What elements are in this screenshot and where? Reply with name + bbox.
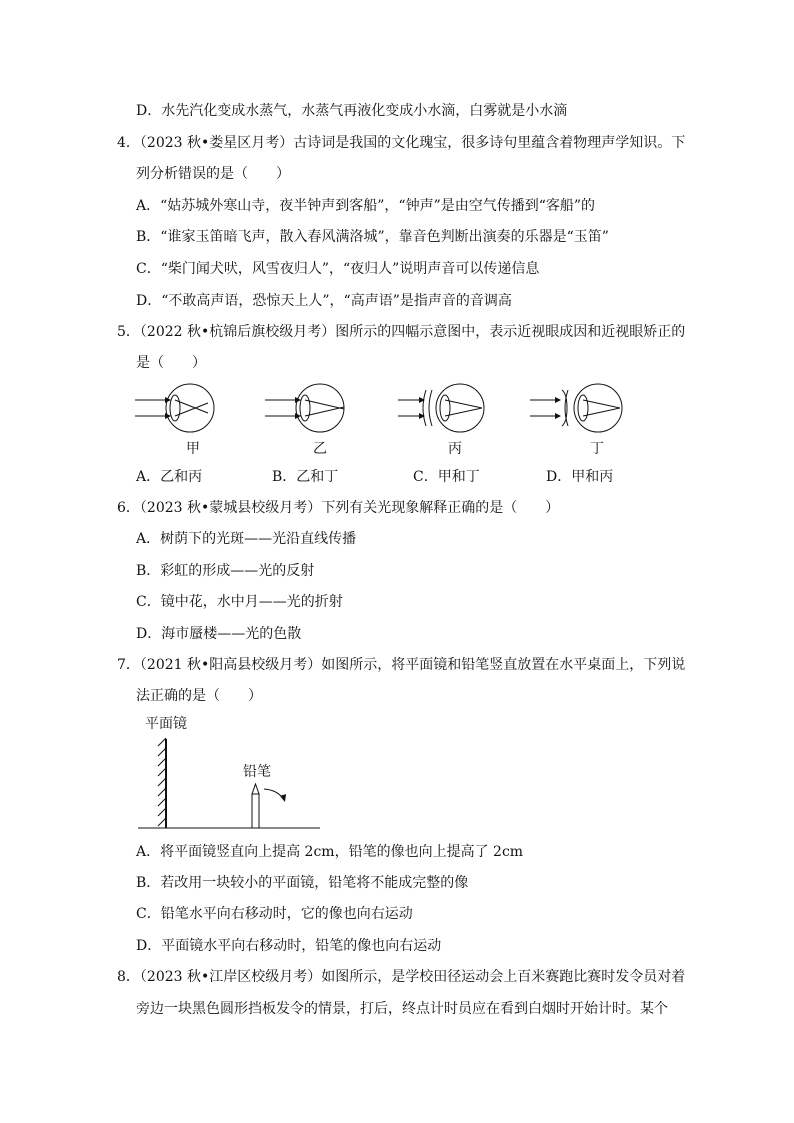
mirror-label: 平面镜 [145, 716, 187, 732]
q5-stem-line2: 是（ ） [136, 355, 206, 371]
fig-label-bing: 丙 [448, 441, 462, 457]
pencil-label: 铅笔 [243, 764, 271, 780]
q7-option-a: A．将平面镜竖直向上提高 2cm，铅笔的像也向上提高了 2cm [136, 844, 524, 860]
q6-option-c: C．镜中花，水中月——光的折射 [136, 594, 343, 610]
q7-option-d: D．平面镜水平向右移动时，铅笔的像也向右运动 [136, 938, 442, 954]
q8-stem-line2: 旁边一块黑色圆形挡板发令的情景，打后，终点计时员应在看到白烟时开始计时。某个 [136, 1001, 668, 1017]
q7-option-c: C．铅笔水平向右移动时，它的像也向右运动 [136, 906, 413, 922]
eye-diagram-bing [398, 384, 484, 432]
q3-option-d: D．水先汽化变成水蒸气，水蒸气再液化变成小水滴，白雾就是小水滴 [136, 103, 568, 119]
plane-mirror [158, 738, 166, 828]
q7-option-b: B．若改用一块较小的平面镜，铅笔将不能成完整的像 [136, 875, 469, 891]
q7-stem-line2: 法正确的是（ ） [136, 688, 262, 704]
q4-option-c: C．“柴门闻犬吠，风雪夜归人”，“夜归人”说明声音可以传递信息 [136, 261, 540, 277]
q5-stem-line1: 5．（2022 秋•杭锦后旗校级月考）图所示的四幅示意图中，表示近视眼成因和近视眼矫正的 [117, 324, 686, 340]
curved-arrow [264, 789, 284, 800]
pencil [252, 784, 259, 828]
q4-option-a: A．“姑苏城外寒山寺，夜半钟声到客船”，“钟声”是由空气传播到“客船”的 [136, 198, 596, 214]
q5-option-b: B．乙和丁 [272, 469, 339, 485]
q6-option-b: B．彩虹的形成——光的反射 [136, 563, 315, 579]
q7-stem-line1: 7．（2021 秋•阳高县校级月考）如图所示，将平面镜和铅笔竖直放置在水平桌面上，下列说 [117, 657, 686, 673]
q4-option-b: B．“谁家玉笛暗飞声，散入春风满洛城”，靠音色判断出演奏的乐器是“玉笛” [136, 229, 609, 245]
q6-option-d: D．海市蜃楼——光的色散 [136, 626, 302, 642]
eye-diagram-jia [135, 384, 214, 432]
q7-mirror-pencil-diagram [130, 734, 330, 834]
fig-label-ding: 丁 [590, 441, 604, 457]
q5-eye-diagrams [130, 380, 690, 440]
eye-diagram-yi [265, 384, 344, 432]
q4-stem-line1: 4．（2023 秋•娄星区月考）古诗词是我国的文化瑰宝，很多诗句里蕴含着物理声学知识。下 [117, 135, 686, 151]
q5-option-a: A．乙和丙 [136, 469, 203, 485]
eye-diagram-ding [530, 384, 622, 432]
q5-option-c: C．甲和丁 [413, 469, 480, 485]
q8-stem-line1: 8．（2023 秋•江岸区校级月考）如图所示，是学校田径运动会上百米赛跑比赛时发令员对着 [117, 969, 686, 985]
q6-stem: 6．（2023 秋•蒙城县校级月考）下列有关光现象解释正确的是（ ） [117, 500, 560, 516]
fig-label-yi: 乙 [313, 441, 327, 457]
q5-option-d: D．甲和丙 [546, 469, 614, 485]
q4-option-d: D．“不敢高声语，恐惊天上人”，“高声语”是指声音的音调高 [136, 293, 512, 309]
q4-stem-line2: 列分析错误的是（ ） [136, 166, 290, 182]
fig-label-jia: 甲 [186, 441, 200, 457]
q6-option-a: A．树荫下的光斑——光沿直线传播 [136, 531, 357, 547]
